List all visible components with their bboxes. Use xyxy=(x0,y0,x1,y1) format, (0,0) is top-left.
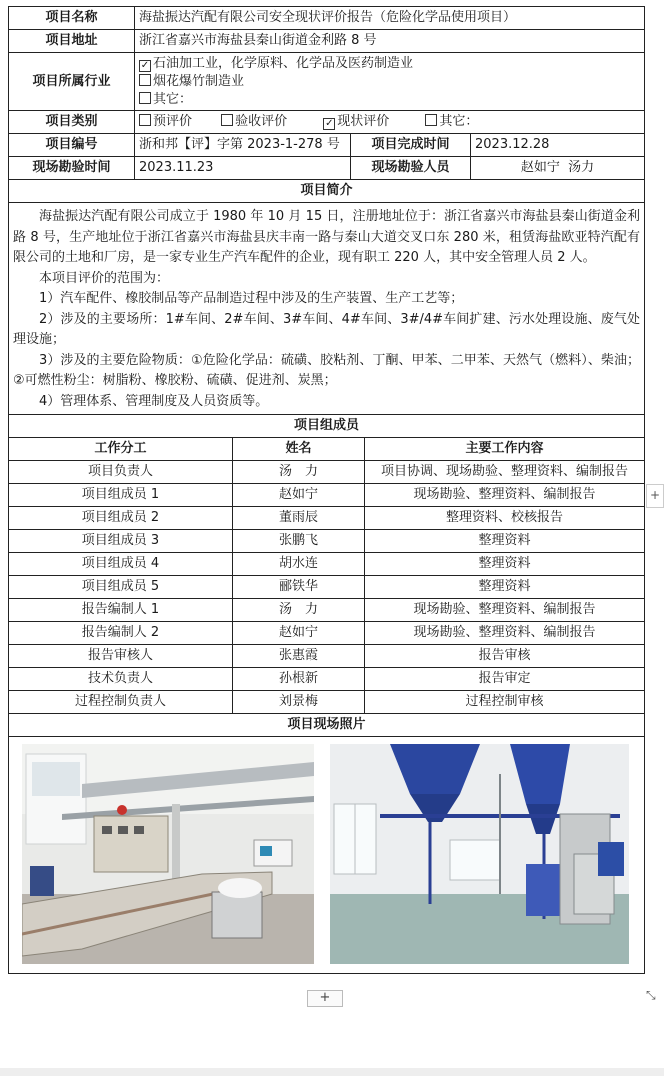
survey-time-label: 现场勘验时间 xyxy=(9,157,135,180)
member-work: 整理资料 xyxy=(365,576,645,599)
member-row xyxy=(9,507,645,530)
survey-people-label: 现场勘验人员 xyxy=(351,157,471,180)
checkbox-icon[interactable] xyxy=(139,74,151,86)
member-work: 报告审定 xyxy=(365,668,645,691)
intro-paragraph: 海盐振达汽配有限公司成立于 1980 年 10 月 15 日，注册地址位于：浙江省嘉兴市海盐县秦山街道金利路 8 号，生产地址位于浙江省嘉兴市海盐县庆丰南一路与秦山大道交叉口东 280 米，租赁海盐欧亚特汽配有限公司的土地和厂房，是一家专业生产汽车配件的企业，现有职工 220 人，其中安全管理人员 2 人。 xyxy=(13,209,641,265)
category-option[interactable]: ✓ 现状评价 xyxy=(325,114,390,129)
member-row xyxy=(9,599,645,622)
member-role: 项目组成员 5 xyxy=(9,576,233,599)
project-finish-label: 项目完成时间 xyxy=(351,134,471,157)
member-name: 胡水连 xyxy=(233,553,365,576)
add-column-button[interactable]: + xyxy=(646,484,664,508)
project-industry-label: 项目所属行业 xyxy=(9,53,135,111)
member-role: 项目组成员 2 xyxy=(9,507,233,530)
project-category-label: 项目类别 xyxy=(9,111,135,134)
project-industry-options xyxy=(135,53,645,111)
member-name: 赵如宁 xyxy=(233,622,365,645)
project-address-value: 浙江省嘉兴市海盐县秦山街道金利路 8 号 xyxy=(135,30,645,53)
project-name-label: 项目名称 xyxy=(9,7,135,30)
intro-paragraph: 4）管理体系、管理制度及人员资质等。 xyxy=(39,393,269,409)
intro-text xyxy=(9,203,645,415)
members-table xyxy=(8,414,645,974)
member-name: 赵如宁 xyxy=(233,484,365,507)
member-row xyxy=(9,553,645,576)
industry-option[interactable]: 其它： xyxy=(139,91,640,109)
intro-paragraph: 2）涉及的主要场所：1#车间、2#车间、3#车间、4#车间、3#/4#车间扩建、污水处理设施、废气处理设施； xyxy=(13,311,641,347)
member-role: 报告审核人 xyxy=(9,645,233,668)
add-row-button[interactable]: + xyxy=(307,990,343,1007)
project-number-value: 浙和邦【评】字第 2023-1-278 号 xyxy=(135,134,351,157)
member-name: 汤 力 xyxy=(233,599,365,622)
page-bottom-edge xyxy=(0,1068,664,1076)
project-info-table xyxy=(8,6,645,415)
member-row xyxy=(9,530,645,553)
members-rows xyxy=(9,461,645,714)
intro-paragraph: 本项目评价的范围为： xyxy=(39,270,170,286)
checkbox-icon[interactable] xyxy=(221,114,233,126)
survey-people-value: 赵如宁 汤力 xyxy=(471,157,645,180)
members-section-title: 项目组成员 xyxy=(9,415,645,438)
member-work: 整理资料 xyxy=(365,553,645,576)
member-work: 现场勘验、整理资料、编制报告 xyxy=(365,484,645,507)
checkbox-icon[interactable]: ✓ xyxy=(140,59,150,71)
member-role: 技术负责人 xyxy=(9,668,233,691)
checkbox-icon[interactable]: ✓ xyxy=(325,118,334,129)
category-option[interactable]: 其它： xyxy=(425,113,505,131)
checkbox-icon[interactable] xyxy=(139,114,151,126)
project-finish-value: 2023.12.28 xyxy=(471,134,645,157)
evaluation-document xyxy=(8,6,644,974)
member-row xyxy=(9,622,645,645)
members-header-row xyxy=(9,438,645,461)
checkbox-icon[interactable] xyxy=(425,114,437,126)
member-role: 报告编制人 1 xyxy=(9,599,233,622)
header-name: 姓名 xyxy=(233,438,365,461)
member-work: 报告审核 xyxy=(365,645,645,668)
member-row xyxy=(9,576,645,599)
industry-option[interactable]: 烟花爆竹制造业 xyxy=(139,73,640,91)
intro-paragraph: 3）涉及的主要危险物质：①危险化学品：硫磺、胶粘剂、丁酮、甲苯、二甲苯、天然气（燃料）、柴油；②可燃性粉尘：树脂粉、橡胶粉、硫磺、促进剂、炭黑； xyxy=(13,352,641,388)
header-role: 工作分工 xyxy=(9,438,233,461)
member-row xyxy=(9,668,645,691)
member-work: 整理资料、校核报告 xyxy=(365,507,645,530)
intro-section-title: 项目简介 xyxy=(9,180,645,203)
category-option[interactable]: 预评价 xyxy=(139,113,217,131)
member-name: 孙根新 xyxy=(233,668,365,691)
member-role: 项目组成员 4 xyxy=(9,553,233,576)
member-role: 报告编制人 2 xyxy=(9,622,233,645)
member-name: 张鹏飞 xyxy=(233,530,365,553)
workshop-photo-2 xyxy=(330,744,629,964)
checkbox-icon[interactable] xyxy=(139,92,151,104)
member-role: 过程控制负责人 xyxy=(9,691,233,714)
project-number-label: 项目编号 xyxy=(9,134,135,157)
member-name: 汤 力 xyxy=(233,461,365,484)
member-row xyxy=(9,484,645,507)
member-name: 董雨辰 xyxy=(233,507,365,530)
photos-cell xyxy=(9,737,645,974)
category-option[interactable]: 验收评价 xyxy=(221,113,319,131)
project-address-label: 项目地址 xyxy=(9,30,135,53)
resize-handle-icon[interactable]: ⤡ xyxy=(646,988,656,1002)
photos-section-title: 项目现场照片 xyxy=(9,714,645,737)
survey-time-value: 2023.11.23 xyxy=(135,157,351,180)
project-name-value: 海盐振达汽配有限公司安全现状评价报告（危险化学品使用项目） xyxy=(135,7,645,30)
member-name: 郦铁华 xyxy=(233,576,365,599)
member-work: 整理资料 xyxy=(365,530,645,553)
project-category-options xyxy=(135,111,645,134)
intro-paragraph: 1）汽车配件、橡胶制品等产品制造过程中涉及的生产装置、生产工艺等； xyxy=(39,291,464,306)
member-work: 现场勘验、整理资料、编制报告 xyxy=(365,599,645,622)
member-row xyxy=(9,691,645,714)
member-name: 张惠霞 xyxy=(233,645,365,668)
member-work: 项目协调、现场勘验、整理资料、编制报告 xyxy=(365,461,645,484)
member-role: 项目组成员 1 xyxy=(9,484,233,507)
member-work: 过程控制审核 xyxy=(365,691,645,714)
workshop-photo-1 xyxy=(22,744,314,964)
member-row xyxy=(9,645,645,668)
member-work: 现场勘验、整理资料、编制报告 xyxy=(365,622,645,645)
member-role: 项目组成员 3 xyxy=(9,530,233,553)
header-work: 主要工作内容 xyxy=(365,438,645,461)
industry-option[interactable]: ✓ 石油加工业，化学原料、化学品及医药制造业 xyxy=(140,55,414,71)
member-name: 刘景梅 xyxy=(233,691,365,714)
member-row xyxy=(9,461,645,484)
member-role: 项目负责人 xyxy=(9,461,233,484)
